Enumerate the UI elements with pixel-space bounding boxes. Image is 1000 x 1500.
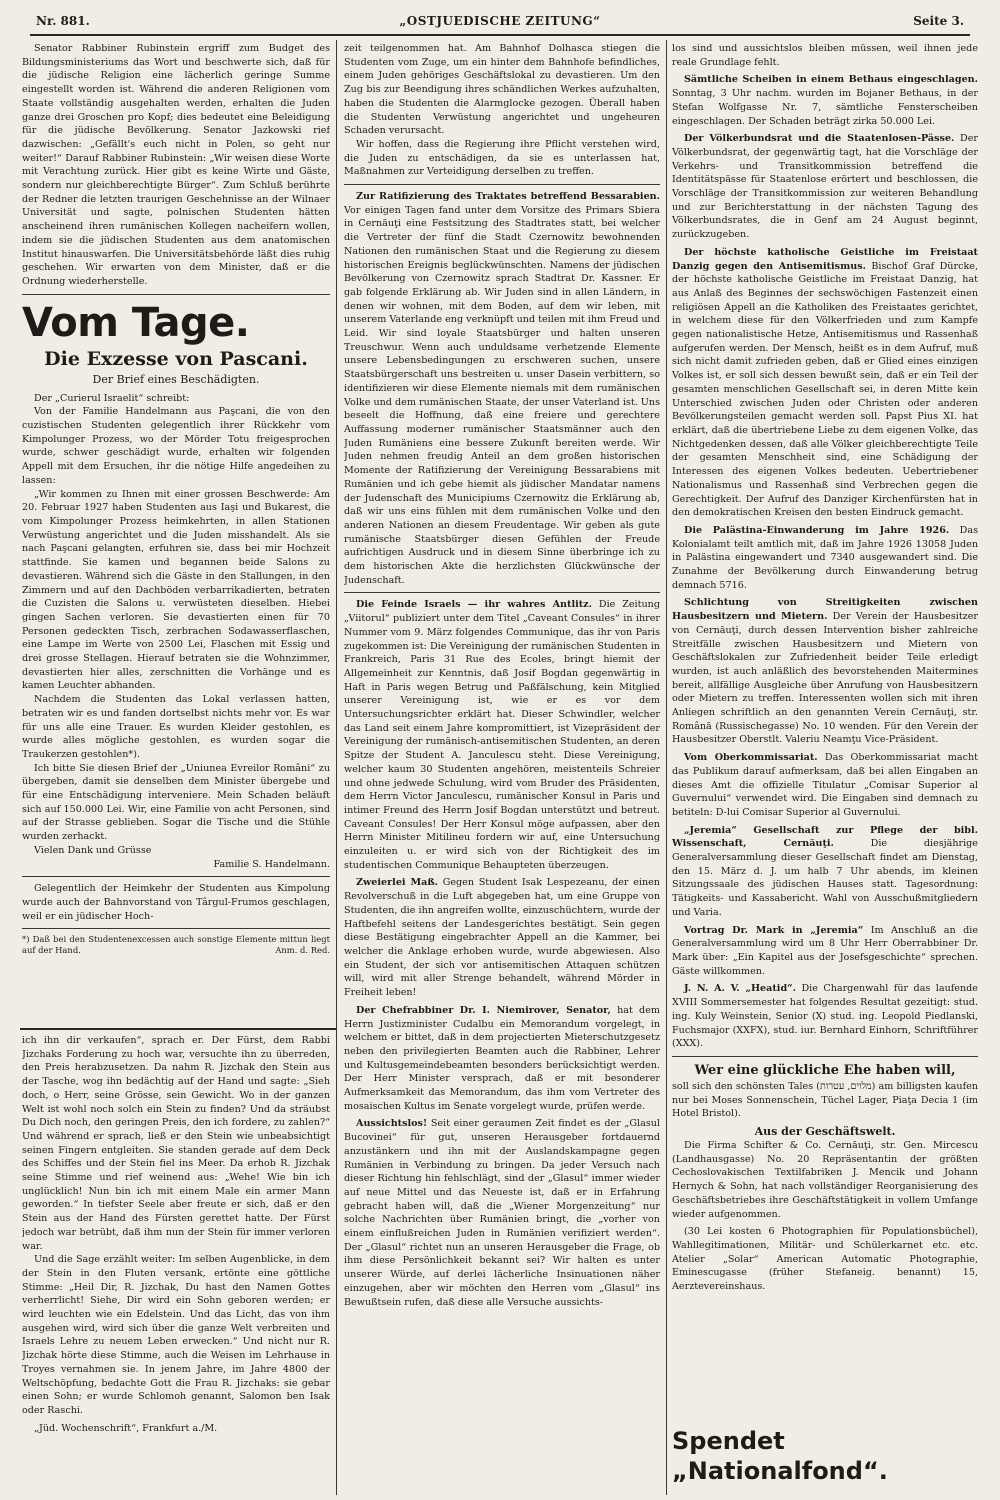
issue-number: Nr. 881. xyxy=(36,14,90,28)
letter-paragraph: Von der Familie Handelmann aus Paşcani, die von den cuzistischen Studenten gelegentlich ihrer Rückkehr vom Kimpolunger Prozess, wo der Mörder Totu freigesprochen wurde, schwer geschädigt wurde, erhalten wir folgenden Appell mit dem Ersuchen, ihr die nötige Hilfe angedeihen zu lassen: xyxy=(22,406,330,486)
kimpolung-paragraph: Gelegentlich der Heimkehr der Studenten aus Kimpolung wurde auch der Bahnvorstand von Târgul-Frumos geschlagen, weil er ein jüdischer Hoch- xyxy=(22,883,330,922)
palaestina-article xyxy=(672,524,978,593)
aussichtslos-article xyxy=(344,1117,660,1309)
streit-body: Der Verein der Hausbesitzer von Cernăuţi, durch dessen Intervention bisher zahlreiche Streitfälle zwischen Hausbesitzern und Mietern von Geschäftslokalen zur Zufriedenheit beider Teile erledigt wurden, ist auch anläßlich des bevorstehenden Maitermines bereit, allfällige Ausgleiche über Anrufung von Hausbesitzern oder Mietern zu treffen. Interessenten wollen sich mit ihren Anliegen schriftlich an den genannten Verein Cernăuţi, str. Română (Russischegasse) No. 10 wenden. Für den Verein der Hausbesitzer Oberstlt. Valeriu Neamţu Vice-Präsident. xyxy=(672,611,978,746)
bethaus-article xyxy=(672,73,978,128)
danzig-article xyxy=(672,246,978,520)
separator xyxy=(672,1056,978,1057)
dolhasca-paragraph: zeit teilgenommen hat. Am Bahnhof Dolhasca stiegen die Studenten vom Zuge, um ein hinter dem Bahnhofe befindliches, einem Juden gehöriges Geschäftslokal zu devastieren. Um den Zug bis zur Beendigung ihres schändlichen Werkes aufzuhalten, haben die Studenten die Alarmglocke gezogen. Überall haben die Studenten Verwüstung angerichtet und ungeheuren Schaden verursacht. xyxy=(344,43,660,137)
separator xyxy=(22,928,330,929)
headline: Die Exzesse von Pascani. xyxy=(44,347,308,370)
spendet-nationalfond-banner: Spendet „Nationalfond“. xyxy=(672,1427,888,1485)
story-rule xyxy=(20,1028,336,1030)
jeremia-body: Die diesjährige Generalversammlung dieser Gesellschaft findet am Dienstag, den 15. März d. J. um halb 7 Uhr abends, im kleinen Sitzungssaale des jüdischen Hauses statt. Tagesordnung: Tätigkeits- und Kassabericht. Wahl von Ausschußmitgliedern und Varia. xyxy=(672,838,978,918)
hope-paragraph: Wir hoffen, dass die Regierung ihre Pflicht verstehen wird, die Juden zu entschädigen, da sie es unterlassen hat, Maßnahmen zur Verteidigung derselben zu treffen. xyxy=(344,138,660,178)
aussichtslos-body: Seit einer geraumen Zeit findet es der „Glasul Bucovinei“ für gut, unseren Herausgeber fortdauernd anzustänkern und ihn mit der Auslandskampagne gegen Rumänien in Verbindung zu bringen. Da jeder Versuch nach dieser Richtung hin fehlschlägt, sind der „Glasul“ immer wieder auf neue Mittel und das Neueste ist, daß er in Erfahrung gebracht haben will, daß die „Wiener Morgenzeitung“ nur solche Nachrichten über Rumänien bringt, die „vorher von einem einflußreichen Juden in Rumänien verifiziert werden“. Der „Glasul“ richtet nun an unseren Herausgeber die Frage, ob ihm diese Persönlichkeit bekannt sei? Wir halten es unter unserer Würde, auf derlei lächerliche Insinuationen näher einzugehen, aber wir möchten den Herren vom „Glasul“ ins Bewußtsein rufen, daß diese alle Versuche aussichts- xyxy=(344,1118,660,1308)
jeremia-article xyxy=(672,824,978,920)
business-title: Aus der Geschäftswelt. xyxy=(754,1125,896,1139)
photo-ad: (30 Lei kosten 6 Photographien für Populationsbüchel), Wahllegitimationen, Militär- und Schülerkarnet etc. etc. Atelier „Solar“ American Automatic Photographie, Eminescugasse (früher Stefaneig. benannt) 15, Aerztevereinshaus. xyxy=(672,1226,978,1293)
voelkerbund-article xyxy=(672,132,978,242)
letter-intro: Der „Curierul Israelit“ schreibt: xyxy=(34,392,190,404)
bethaus-body: Sonntag, 3 Uhr nachm. wurden im Bojaner Bethaus, in der Stefan Wolfgasse Nr. 7, sämtliche Fensterscheiben eingeschlagen. Der Schaden beträgt zirka 50.000 Lei. xyxy=(672,88,978,127)
header-rule xyxy=(30,34,970,36)
voelkerbund-body: Der Völkerbundsrat, der gegenwärtig tagt, hat die Vorschläge der Verkehrs- und Transitkommission betreffend die Identitätspässe für Staatenlose erörtert und beschlossen, die Vorschläge der Transitkommission zur weiteren Behandlung und zur Berichterstattung in der nächsten Tagung des Völkerbundsrates, die in Genf am 24 August beginnt, zurückzugeben. xyxy=(672,133,978,241)
jeremia-title: „Jeremia“ Gesellschaft zur Pflege der bibl. Wissenschaft, Cernăuţi. xyxy=(672,824,978,850)
letter-paragraph: Nachdem die Studenten das Lokal verlassen hatten, betraten wir es und fanden dortselbst nichts mehr vor. Es war für uns alle eine Trauer. Es wurden Kleider gestohlen, es wurde alles mögliche gestohlen, es wurden sogar die Traukerzen gestohlen*). xyxy=(22,694,330,760)
danzig-title: Der höchste katholische Geistliche im Freistaat Danzig gegen den Antisemitismus. xyxy=(672,246,978,272)
zweierlei-body: Gegen Student Isak Lespezeanu, der einen Revolverschuß in die Luft abgegeben hat, um eine Gruppe von Studenten, die ihn angreifen wollte, einzuschüchtern, wurde der Haftbefehl seitens der Landesgerichtes bestätigt. Sein gegen diese Bestätigung eingebrachter Appell an die Kammer, bei welcher die Anklage erhoben wurde, wurde abgewiesen. Also ein Student, der sich vor antisemitischen Attaquen schützen will, wird mit aller Strenge behandelt, während Mörder in Freiheit leben! xyxy=(344,877,660,999)
separator xyxy=(22,294,330,295)
zweierlei-article xyxy=(344,876,660,999)
letter-closing: Vielen Dank und Grüsse xyxy=(34,844,152,856)
streit-article xyxy=(672,596,978,747)
heatid-title: J. N. A. V. „Heatid“. xyxy=(684,983,797,995)
feinde-body: Die Zeitung „Viitorul“ publiziert unter dem Titel „Caveant Consules“ in ihrer Nummer vom 9. März folgendes Communique, das ihr von Paris zugekommen ist: Die Vereinigung der rumänischen Studenten in Frankreich, Paris 31 Rue des Ecoles, bringt hiemit der Allgemeinheit zur Kenntnis, daß Josif Bogdan gegenwärtig in Haft in Paris wegen Betrug und Paßfälschung, kein Mitglied unserer Vereinigung ist, wie er es vor dem Untersuchungsrichter erklärt hat. Dieser Schwindler, welcher das Land seit einem Jahre kompromittiert, ist Vizepräsident der Vereinigung der rumänisch-antisemitischen Studenten, an deren Spitze der Student A. Janculescu steht. Diese Vereinigung, welcher kaum 30 Studenten angehören, meistenteils Schreier und ohne jedwede Schulung, wird vom Bruder des Präsidenten, dem Herrn Victor Janculescu, rumänischer Konsul in Paris und intimer Freund des Herrn Josif Bogdan unterstützt und betreut. Caveant Consules! Der Herr Konsul möge aufpassen, aber den Herrn Minister Mitilineu fordern wir auf, eine Untersuchung einzuleiten u. er wird sich von der Richtigkeit des im studentischen Communique Behaupteten überzeugen. xyxy=(344,599,660,871)
ad-body: soll sich den schönsten Tales (מלוים, עטרות) am billigsten kaufen nur bei Moses Sonnenschein, Tüchel Lager, Piaţa Decia 1 (im Hotel Bristol). xyxy=(672,1080,978,1120)
oberkommissariat-article xyxy=(672,751,978,820)
section-title: Vom Tage. xyxy=(22,299,250,346)
story-source: „Jüd. Wochenschrift“, Frankfurt a./M. xyxy=(34,1422,218,1434)
aussichtslos-title: Aussichtslos! xyxy=(356,1118,428,1130)
footnote-signature: Anm. d. Red. xyxy=(275,945,330,956)
niemirover-title: Der Chefrabbiner Dr. I. Niemirover, Senator, xyxy=(356,1004,611,1016)
palaestina-title: Die Palästina-Einwanderung im Jahre 1926. xyxy=(684,524,950,536)
column-3 xyxy=(672,42,978,1422)
feinde-article xyxy=(344,598,660,872)
column-divider-2 xyxy=(666,40,667,1495)
story-paragraph: Und die Sage erzählt weiter: Im selben Augenblicke, in dem der Stein in den Fluten versank, ertönte eine göttliche Stimme: „Heil Dir, R. Jizchak, Du hast den Namen Gottes verherrlicht! Siehe, Dir wird ein Sohn geboren werden; er wird leuchten wie ein Edelstein. Und das Licht, das von ihm ausgehen wird, wird sich über die ganze Welt verbreiten und Israels Lehre zu neuem Leben erwecken.“ Und nicht nur R. Jizchak hörte diese Stimme, auch die Weisen im Lehrhause in Troyes vernahmen sie. In jenem Jahre, im Jahre 4800 der Weltschöpfung, bedachte Gott die Frau R. Jizchaks: sie gebar einen Sohn; er wurde Schlomoh genannt, Salomon ben Isak oder Raschi. xyxy=(22,1254,330,1416)
streit-title: Schlichtung von Streitigkeiten zwischen Hausbesitzern und Mietern. xyxy=(672,597,978,623)
voelkerbund-title: Der Völkerbundsrat und die Staatenlosen-Pässe. xyxy=(684,133,955,145)
ad-title: Wer eine glückliche Ehe haben will, xyxy=(694,1062,956,1078)
danzig-body: Bischof Graf Dürcke, der höchste katholische Geistliche im Freistaat Danzig, hat aus Anlaß des Beginnes der sechswöchigen Fastenzeit einen religiösen Appell an die Katholiken des Freistaates gerichtet, in welchem diese für den Völkerfrieden und zum Kampfe gegen nationalistische Hetze, Antisemitismus und Rassenhaß aufgerufen werden. Der Mensch, heißt es in dem Aufruf, muß sich nicht damit zufrieden geben, daß er Glied eines einzigen Volkes ist, er soll sich dessen bewußt sein, daß er ein Teil der gesamten menschlichen Gesellschaft sei, in deren Mitte kein Unterschied zwischen Juden oder Christen oder anderen Bevölkerungsteilen gemacht werden soll. Papst Pius XI. hat erklärt, daß die übertriebene Liebe zu dem eigenen Volke, das Nichtgedenken dessen, daß alle Völker gleichberechtigte Teile der gesamten Menschheit sind, eine Schädigung der Interessen des eigenen Volkes bedeuten. Uebertriebener Nationalismus und Rassenhaß sind Verbrechen gegen die Gerechtigkeit. Der Aufruf des Danziger Kirchenfürsten hat in den demokratischen Kreisen den besten Eindruck gemacht. xyxy=(672,260,978,519)
mark-body: Im Anschluß an die Generalversammlung wird um 8 Uhr Herr Oberrabbiner Dr. Mark über: „Ein Kapitel aus der Josefsgeschichte“ sprechen. Gäste willkommen. xyxy=(672,924,978,977)
letter-paragraph: „Wir kommen zu Ihnen mit einer grossen Beschwerde: Am 20. Februar 1927 haben Studenten aus Iaşi und Bukarest, die vom Kimpolunger Prozess heimkehrten, in allen Stationen Verwüstung angerichtet und die Juden misshandelt. Als sie nach Paşcani gelangten, erfuhren sie, dass bei mir Hochzeit stattfinde. Sie kamen und begannen beide Salons zu devastieren. Während sich die Gäste in den Stallungen, in den Zimmern und auf den Dachböden verbarrikadierten, betraten die Cuzisten die Salons u. verwüsteten dieselben. Hiebei gingen Sachen verloren. Sie devastierten einen für 70 Personen gedeckten Tisch, zerbrachen Sodawasserflaschen, eine Lampe im Werte von 2500 Lei, Flaschen mit Essig und drei grosse Stellagen. Hierauf betraten sie die Wohnzimmer, devastierten hier alles, zerschnitten die Vorhänge und es kamen Leuchter abhanden. xyxy=(22,488,330,692)
separator xyxy=(344,184,660,185)
feinde-title: Die Feinde Israels — ihr wahres Antlitz. xyxy=(356,599,592,611)
footnote-text: *) Daß bei den Studentenexcessen auch sonstige Elemente mittun liegt auf der Hand. xyxy=(22,934,330,956)
column-divider-1 xyxy=(336,40,337,1495)
aussichtslos-continuation: los sind und aussichtslos bleiben müssen, weil ihnen jede reale Grundlage fehlt. xyxy=(672,43,978,68)
page-header xyxy=(36,12,964,32)
ratification-body: Vor einigen Tagen fand unter dem Vorsitze des Primars Sbiera in Cernăuţi eine Festsitzung des Stadtrates statt, bei welcher die Vertreter der fünf die Stadt Czernowitz bewohnenden Nationen den rumänischen Staat und die Regierung zu diesem historischen Ereignis beglückwünschten. Namens der jüdischen Bevölkerung von Czernowitz sprach Stadtrat Dr. Kassner. Er gab folgende Erklärung ab. Wir Juden sind in allen Ländern, in denen wir wohnen, mit dem Boden, auf dem wir leben, mit unserem Vaterlande eng verknüpft und teilen mit ihm Freud und Leid. Wir sind loyale Staatsbürger und halten unseren Treuschwur. Wenn auch unduldsame verhetzende Elemente unsere Lebensbedingungen zu erschweren suchen, unsere Staatsbürgerschaft uns bestreiten u. unser Dasein verbittern, so identifizieren wir diese Elemente niemals mit dem rumänischen Volke und dem rumänischen Staate, der unser Vaterland ist. Uns beseelt die Hoffnung, daß eine freiere und gerechtere Auffassung moderner rumänischer Staatsmänner auch den Juden Rumäniens eine bessere Zukunft bereiten werde. Wir Juden nehmen freudig Anteil an dem großen historischen Momente der Ratifizierung der Vereinigung Bessarabiens mit Rumänien und ich gebe hiemit als jüdischer Mandatar namens der Judenschaft des Municipiums Czernowitz die Erklärung ab, daß wir uns eins fühlen mit dem rumänischen Volke und den anderen Nationen an diesem Freudentage. Wir geben als gute rumänische Staatsbürger diesen Gefühlen der Freude aufrichtigen Ausdruck und in diesem Sinne überbringe ich zu dem historischen Akte die herzlichsten Glückwünsche der Judenschaft. xyxy=(344,204,660,586)
heatid-article xyxy=(672,982,978,1051)
oberkommissariat-body: Das Oberkommissariat macht das Publikum darauf aufmerksam, daß bei allen Eingaben an dieses Amt die offizielle Titulatur „Comisar Superior al Guvernului“ verwendet wird. Die Eingaben sind demnach zu betiteln: D-lui Comisar Superior al Guvernului. xyxy=(672,752,978,818)
ratification-title: Zur Ratifizierung des Traktates betreffend Bessarabien. xyxy=(356,191,660,203)
palaestina-body: Das Kolonialamt teilt amtlich mit, daß im Jahre 1926 13058 Juden in Palästina eingewandert und 7340 ausgewandert sind. Die Zunahme der Bevölkerung durch Einwanderung betrug demnach 5716. xyxy=(672,524,978,591)
mark-article xyxy=(672,924,978,979)
story-paragraph: ich ihn dir verkaufen“, sprach er. Der Fürst, dem Rabbi Jizchaks Forderung zu hoch war, versuchte ihn zu überreden, den Preis herabzusetzen. Da nahm R. Jizchak den Stein aus der Tasche, wog ihn bedächtig auf der Hand und sagte: „Sieh doch, o Herr, seine Grösse, sein Gewicht. Wo in der ganzen Welt ist wohl noch solch ein Stein zu finden? Und da sträubst Du Dich noch, den geringen Preis, den ich fordere, zu zahlen?“ Und während er sprach, ließ er den Stein wie unbeabsichtigt seinen Fingern entgleiten. Sie standen gerade auf dem Deck des Schiffes und der Stein fiel ins Meer. Da erhob R. Jizchak seine Stimme und rief weinend aus: „Wehe! Wie bin ich unglücklich! Nun bin ich mit einem Male ein armer Mann geworden.“ In tiefster Seele aber freute er sich, daß er den Stein aus der Hand des Fürsten gerettet hatte. Der Fürst jedoch war betrübt, daß ihm nun der Stein für immer verloren war. xyxy=(22,1035,330,1252)
letter-signature: Familie S. Handelmann. xyxy=(213,858,330,870)
heatid-body: Die Chargenwahl für das laufende XVIII Sommersemester hat folgendes Resultat gezeitigt: stud. ing. Kuly Weinstein, Senior (X) stud. ing. Leopold Piedlanski, Fuchsmajor (XXFX), stud. iur. Bernhard Einhorn, Schriftführer (XXX). xyxy=(672,983,978,1050)
page-number: Seite 3. xyxy=(913,14,964,28)
oberkommissariat-title: Vom Oberkommissariat. xyxy=(684,752,818,764)
business-body: Die Firma Schifter & Co. Cernăuţi, str. Gen. Mircescu (Landhausgasse) No. 20 Repräsentantin der größten Cechoslovakischen Textilfabriken J. Mencik und Johann Hernych & Sohn, hat nach vollständiger Reorganisierung des Geschäftsbetriebes ihre Geschäftstätigkeit in vollem Umfange wieder aufgenommen. xyxy=(672,1140,978,1220)
subheadline: Der Brief eines Beschädigten. xyxy=(92,372,260,386)
column-1-story xyxy=(22,1034,330,1494)
separator xyxy=(22,876,330,877)
column-2 xyxy=(344,42,660,1494)
separator xyxy=(344,592,660,593)
footnote xyxy=(22,934,330,956)
ratification-article xyxy=(344,190,660,587)
column-1-top xyxy=(22,42,330,1026)
senate-paragraph: Senator Rabbiner Rubinstein ergriff zum Budget des Bildungsministeriums das Wort und beschwerte sich, daß für die jüdische Religion eine lächerlich geringe Summe eingestellt worden ist. Während die anderen Religionen vom Staate vollständig ausgehalten werden, erhalten die Juden ganze drei Groschen pro Kopf; dies bedeutet eine Beleidigung für die jüdische Bevölkerung. Senator Jazkowski rief dazwischen: „Gefällt's euch nicht in Polen, so geht nur weiter!“ Darauf Rabbiner Rubinstein: „Wir weisen diese Worte mit Verachtung zurück. Hier gibt es keine Wirte und Gäste, sondern nur gleichberechtigte Bürger“. Zum Schluß berührte der Redner die letzten traurigen Geschehnisse an der Wilnaer Universität und sagte, polnischen Studenten hätten anscheinend ihren rumänischen Kollegen nacheifern wollen, indem sie die jüdischen Studenten aus dem anatomischen Institut hinauswarfen. Die Universitätsbehörde läßt dies ruhig geschehen. Wir erwarten von dem Minister, daß er die Ordnung wiederherstelle. xyxy=(22,43,330,287)
niemirover-body: hat dem Herrn Justizminister Cudalbu ein Memorandum vorgelegt, in welchem er bittet, daß in dem projectierten Mieterschutzgesetz neben den privilegierten Beamten auch die Rabbiner, Lehrer und Kultusgemeindebeamten besonders berücksichtigt werden. Der Herr Minister versprach, daß er mit besonderer Aufmerksamkeit das Memorandum, das ihm vom Vertreter des mosaischen Kultus im Senate vorgelegt wurde, prüfen werde. xyxy=(344,1004,660,1112)
zweierlei-title: Zweierlei Maß. xyxy=(356,877,438,889)
mark-title: Vortrag Dr. Mark in „Jeremia“ xyxy=(684,924,864,936)
bethaus-title: Sämtliche Scheiben in einem Bethaus eingeschlagen. xyxy=(684,74,978,86)
letter-paragraph: Ich bitte Sie diesen Brief der „Uniunea Evreilor Români“ zu übergeben, damit sie denselben dem Minister übergebe und für eine Entschädigung interveniere. Mein Schaden beläuft sich auf 150.000 Lei. Wir, eine Familie von acht Personen, sind auf der Strasse geblieben. Sogar die Tische und die Stühle wurden zerhackt. xyxy=(22,762,330,843)
niemirover-article xyxy=(344,1004,660,1114)
newspaper-title: „OSTJUEDISCHE ZEITUNG“ xyxy=(399,14,601,28)
